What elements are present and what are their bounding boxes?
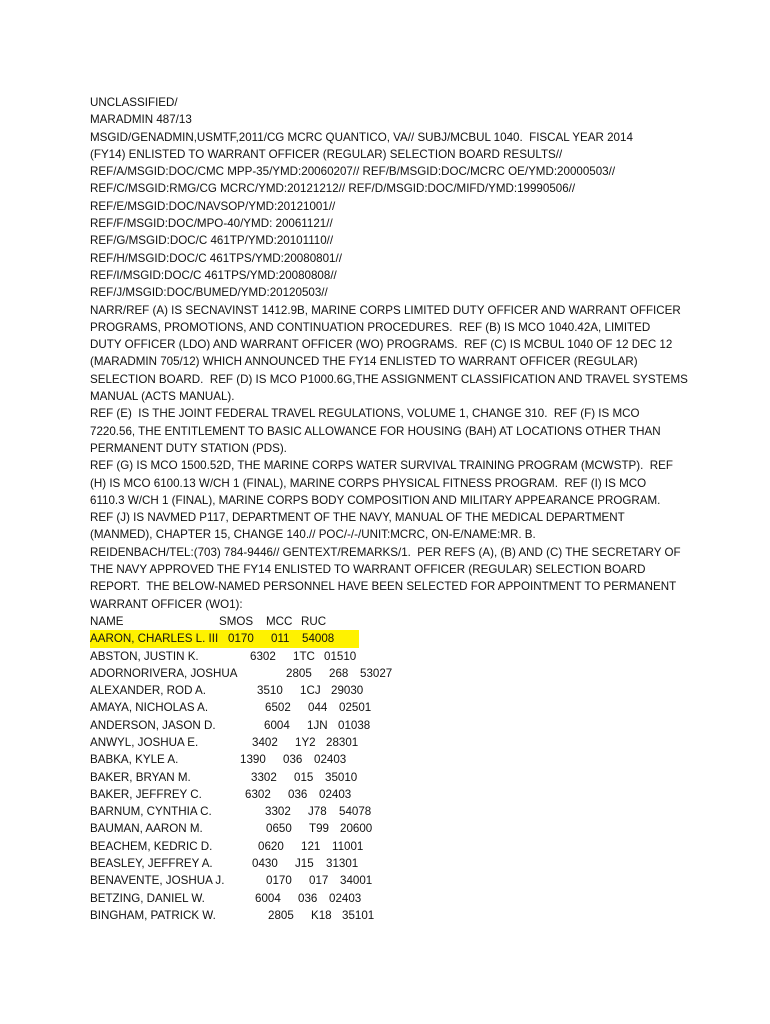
ref-line: REF/E/MSGID:DOC/NAVSOP/YMD:20121001// bbox=[90, 199, 336, 213]
narrative-line: MANUAL (ACTS MANUAL). bbox=[90, 390, 235, 404]
cell-ruc: 54078 bbox=[339, 805, 372, 819]
maradmin-number: MARADMIN 487/13 bbox=[90, 113, 192, 127]
cell-ruc: 20600 bbox=[340, 822, 373, 836]
ref-line: REF/H/MSGID:DOC/C 461TPS/YMD:20080801// bbox=[90, 251, 342, 265]
cell-mcc: 011 bbox=[271, 632, 290, 646]
narrative-line: REF (J) IS NAVMED P117, DEPARTMENT OF THE NAVY, MANUAL OF THE MEDICAL DEPARTMENT bbox=[90, 511, 625, 525]
narrative-line: WARRANT OFFICER (WO1): bbox=[90, 597, 243, 611]
cell-smos: 0650 bbox=[266, 822, 292, 836]
cell-mcc: 121 bbox=[301, 839, 321, 853]
cell-smos: 1390 bbox=[240, 753, 266, 767]
cell-name: ALEXANDER, ROD A. bbox=[90, 684, 206, 698]
cell-mcc: J15 bbox=[295, 857, 314, 871]
cell-ruc: 02403 bbox=[314, 753, 347, 767]
column-header-mcc: MCC bbox=[266, 614, 293, 628]
cell-name: ANWYL, JOSHUA E. bbox=[90, 735, 199, 749]
narrative-line: (H) IS MCO 6100.13 W/CH 1 (FINAL), MARINE CORPS PHYSICAL FITNESS PROGRAM. REF (I) IS MCO bbox=[90, 476, 647, 490]
cell-mcc: 1JN bbox=[307, 718, 328, 732]
cell-mcc: 1Y2 bbox=[295, 735, 316, 749]
cell-smos: 0430 bbox=[252, 857, 278, 871]
cell-mcc: J78 bbox=[308, 805, 327, 819]
cell-mcc: 044 bbox=[308, 701, 328, 715]
ref-line: REF/C/MSGID:RMG/CG MCRC/YMD:20121212// REF/D/MSGID:DOC/MIFD/YMD:19990506// bbox=[90, 182, 576, 196]
cell-name: BINGHAM, PATRICK W. bbox=[90, 908, 216, 922]
cell-smos: 3302 bbox=[251, 770, 277, 784]
table-body bbox=[90, 630, 690, 924]
cell-ruc: 02403 bbox=[329, 891, 362, 905]
cell-name: BARNUM, CYNTHIA C. bbox=[90, 805, 212, 819]
cell-name: ABSTON, JUSTIN K. bbox=[90, 649, 199, 663]
ref-line: REF/G/MSGID:DOC/C 461TP/YMD:20101110// bbox=[90, 234, 334, 248]
ref-line: REF/F/MSGID:DOC/MPO-40/YMD: 20061121// bbox=[90, 217, 333, 231]
narrative-line: SELECTION BOARD. REF (D) IS MCO P1000.6G,THE ASSIGNMENT CLASSIFICATION AND TRAVEL SYSTEMS bbox=[90, 372, 688, 386]
table-row bbox=[90, 803, 690, 820]
table-row bbox=[90, 751, 690, 768]
narrative-line: PROGRAMS, PROMOTIONS, AND CONTINUATION PROCEDURES. REF (B) IS MCO 1040.42A, LIMITED bbox=[90, 320, 651, 334]
table-row bbox=[90, 682, 690, 699]
cell-smos: 0170 bbox=[228, 632, 254, 646]
cell-mcc: 036 bbox=[283, 753, 303, 767]
narrative-line: REF (E) IS THE JOINT FEDERAL TRAVEL REGULATIONS, VOLUME 1, CHANGE 310. REF (F) IS MCO bbox=[90, 407, 640, 421]
cell-name: BEASLEY, JEFFREY A. bbox=[90, 857, 213, 871]
table-row bbox=[90, 872, 690, 889]
cell-name: BAKER, BRYAN M. bbox=[90, 770, 191, 784]
cell-mcc: 036 bbox=[288, 787, 308, 801]
table-row bbox=[90, 786, 690, 803]
subject-line: (FY14) ENLISTED TO WARRANT OFFICER (REGULAR) SELECTION BOARD RESULTS// bbox=[90, 147, 563, 161]
table-row bbox=[90, 855, 690, 872]
table-row bbox=[90, 890, 690, 907]
cell-mcc: 1TC bbox=[293, 649, 315, 663]
column-header-smos: SMOS bbox=[219, 614, 254, 628]
table-row bbox=[90, 717, 690, 734]
cell-mcc: T99 bbox=[309, 822, 329, 836]
table-row bbox=[90, 665, 690, 682]
cell-smos: 3402 bbox=[252, 735, 278, 749]
ref-line: REF/A/MSGID:DOC/CMC MPP-35/YMD:20060207// REF/B/MSGID:DOC/MCRC OE/YMD:20000503// bbox=[90, 165, 616, 179]
cell-smos: 6004 bbox=[255, 891, 281, 905]
cell-mcc: 036 bbox=[298, 891, 318, 905]
narrative-line: (MARADMIN 705/12) WHICH ANNOUNCED THE FY14 ENLISTED TO WARRANT OFFICER (REGULAR) bbox=[90, 355, 638, 369]
narrative-line: NARR/REF (A) IS SECNAVINST 1412.9B, MARINE CORPS LIMITED DUTY OFFICER AND WARRANT OFFICER bbox=[90, 303, 681, 317]
cell-ruc: 34001 bbox=[340, 874, 373, 888]
cell-mcc: 017 bbox=[309, 874, 329, 888]
table-row-highlighted bbox=[90, 630, 359, 647]
narrative-line: DUTY OFFICER (LDO) AND WARRANT OFFICER (WO) PROGRAMS. REF (C) IS MCBUL 1040 OF 12 DEC 12 bbox=[90, 338, 673, 352]
table-row bbox=[90, 699, 690, 716]
cell-smos: 3302 bbox=[265, 805, 291, 819]
cell-name: ADORNORIVERA, JOSHUA bbox=[90, 666, 238, 680]
cell-smos: 3510 bbox=[257, 684, 283, 698]
header-block bbox=[90, 94, 690, 302]
cell-ruc: 02403 bbox=[319, 787, 352, 801]
cell-ruc: 11001 bbox=[332, 839, 364, 853]
cell-name: AARON, CHARLES L. III bbox=[90, 632, 219, 646]
cell-ruc: 35010 bbox=[325, 770, 358, 784]
cell-name: BAKER, JEFFREY C. bbox=[90, 787, 202, 801]
message-document bbox=[90, 94, 690, 924]
cell-ruc: 01038 bbox=[338, 718, 371, 732]
cell-name: BEACHEM, KEDRIC D. bbox=[90, 839, 213, 853]
cell-mcc: K18 bbox=[311, 908, 332, 922]
cell-name: ANDERSON, JASON D. bbox=[90, 718, 216, 732]
cell-name: AMAYA, NICHOLAS A. bbox=[90, 701, 209, 715]
narrative-line: THE NAVY APPROVED THE FY14 ENLISTED TO WARRANT OFFICER (REGULAR) SELECTION BOARD bbox=[90, 563, 646, 577]
narrative-line: 7220.56, THE ENTITLEMENT TO BASIC ALLOWANCE FOR HOUSING (BAH) AT LOCATIONS OTHER THAN bbox=[90, 424, 661, 438]
cell-ruc: 31301 bbox=[326, 857, 359, 871]
table-row bbox=[90, 769, 690, 786]
cell-ruc: 35101 bbox=[342, 908, 375, 922]
narrative-line: (MANMED), CHAPTER 15, CHANGE 140.// POC/-/-/UNIT:MCRC, ON-E/NAME:MR. B. bbox=[90, 528, 536, 542]
cell-mcc: 1CJ bbox=[300, 684, 321, 698]
cell-smos: 0620 bbox=[258, 839, 284, 853]
table-row bbox=[90, 820, 690, 837]
cell-name: BAUMAN, AARON M. bbox=[90, 822, 203, 836]
cell-smos: 2805 bbox=[268, 908, 294, 922]
narrative-line: 6110.3 W/CH 1 (FINAL), MARINE CORPS BODY COMPOSITION AND MILITARY APPEARANCE PROGRAM. bbox=[90, 493, 661, 507]
cell-smos: 6502 bbox=[265, 701, 291, 715]
cell-smos: 6302 bbox=[250, 649, 276, 663]
cell-smos: 2805 bbox=[286, 666, 312, 680]
table-row bbox=[90, 734, 690, 751]
msgid-line: MSGID/GENADMIN,USMTF,2011/CG MCRC QUANTICO, VA// SUBJ/MCBUL 1040. FISCAL YEAR 2014 bbox=[90, 130, 633, 144]
table-header-row bbox=[90, 613, 690, 630]
cell-mcc: 015 bbox=[294, 770, 314, 784]
cell-ruc: 28301 bbox=[326, 735, 359, 749]
narrative-block bbox=[90, 302, 690, 613]
table-row bbox=[90, 648, 690, 665]
column-header-ruc: RUC bbox=[301, 614, 327, 628]
cell-ruc: 54008 bbox=[302, 632, 335, 646]
cell-ruc: 29030 bbox=[331, 684, 364, 698]
cell-ruc: 02501 bbox=[339, 701, 372, 715]
narrative-line: REF (G) IS MCO 1500.52D, THE MARINE CORPS WATER SURVIVAL TRAINING PROGRAM (MCWSTP). REF bbox=[90, 459, 673, 473]
cell-mcc: 268 bbox=[329, 666, 349, 680]
cell-name: BETZING, DANIEL W. bbox=[90, 891, 205, 905]
cell-smos: 6302 bbox=[245, 787, 271, 801]
cell-ruc: 53027 bbox=[360, 666, 393, 680]
narrative-line: REIDENBACH/TEL:(703) 784-9446// GENTEXT/REMARKS/1. PER REFS (A), (B) AND (C) THE SECRETARY OF bbox=[90, 545, 681, 559]
cell-smos: 6004 bbox=[264, 718, 290, 732]
table-row bbox=[90, 838, 690, 855]
table-row bbox=[90, 907, 690, 924]
classification-line: UNCLASSIFIED/ bbox=[90, 96, 178, 109]
ref-line: REF/I/MSGID:DOC/C 461TPS/YMD:20080808// bbox=[90, 268, 337, 282]
narrative-line: PERMANENT DUTY STATION (PDS). bbox=[90, 441, 287, 455]
selectee-table bbox=[90, 613, 690, 924]
cell-smos: 0170 bbox=[266, 874, 292, 888]
cell-ruc: 01510 bbox=[324, 649, 357, 663]
narrative-line: REPORT. THE BELOW-NAMED PERSONNEL HAVE BEEN SELECTED FOR APPOINTMENT TO PERMANENT bbox=[90, 580, 677, 594]
cell-name: BENAVENTE, JOSHUA J. bbox=[90, 874, 225, 888]
column-header-name: NAME bbox=[90, 614, 124, 628]
cell-name: BABKA, KYLE A. bbox=[90, 753, 179, 767]
ref-line: REF/J/MSGID:DOC/BUMED/YMD:20120503// bbox=[90, 286, 328, 300]
